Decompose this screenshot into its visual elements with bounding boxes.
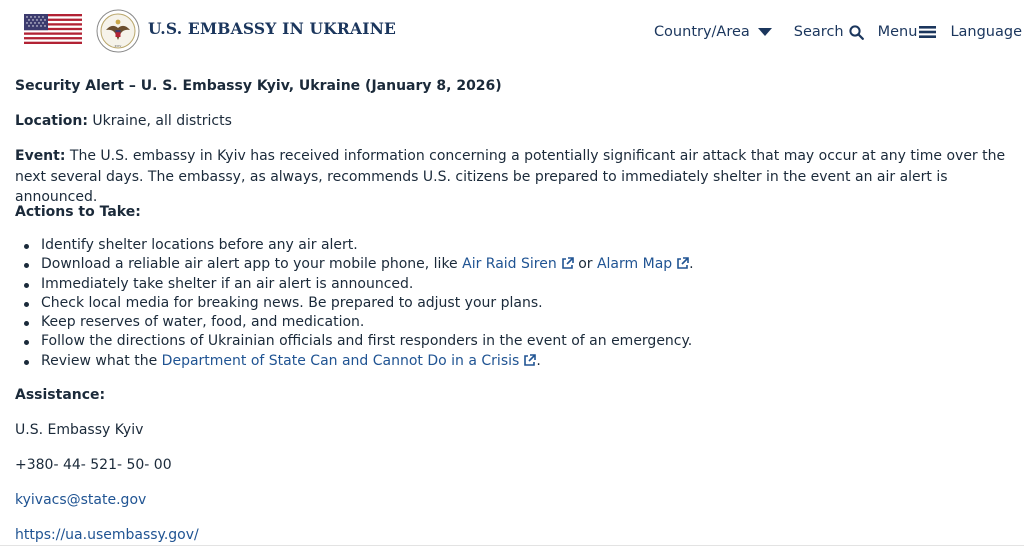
- site-header: [0, 0, 1024, 64]
- location-label: Location:: [15, 113, 88, 129]
- list-item: [15, 275, 1015, 294]
- hamburger-icon: [919, 25, 936, 39]
- event-paragraph: [15, 146, 1015, 208]
- action-text-end: .: [536, 352, 541, 369]
- action-text: Check local media for breaking news. Be prepared to adjust your plans.: [41, 294, 543, 311]
- alarm-map-link[interactable]: [597, 256, 689, 272]
- action-text: Immediately take shelter if an air alert is announced.: [41, 275, 414, 292]
- location-line: [15, 111, 1015, 132]
- external-link-icon: [676, 257, 689, 270]
- air-raid-siren-link[interactable]: [462, 256, 574, 272]
- location-value: Ukraine, all districts: [92, 113, 232, 129]
- language-label: Language: [950, 24, 1022, 40]
- list-item: [15, 332, 1015, 351]
- actions-list: [15, 236, 1015, 371]
- assistance-heading: Assistance:: [15, 387, 106, 403]
- caret-down-icon: [758, 27, 772, 37]
- event-text: The U.S. embassy in Kyiv has received information concerning a potentially significant air attack that may occur at any time over the next several days. The embassy, as always, recommends U.S. citizens be prepared to immediately shelter in the event an air alert is announced.: [15, 148, 1006, 205]
- action-text: Keep reserves of water, food, and medication.: [41, 314, 365, 331]
- action-text: Download a reliable air alert app to your mobile phone, like: [41, 256, 458, 273]
- external-link-icon: [523, 354, 536, 367]
- menu-button[interactable]: [878, 24, 937, 40]
- assistance-email-link[interactable]: kyivacs@state.gov: [15, 492, 147, 508]
- event-label: Event:: [15, 148, 66, 164]
- menu-label: Menu: [877, 24, 918, 40]
- list-item: [15, 294, 1015, 313]
- country-area-label: Country/Area: [653, 24, 750, 40]
- main-nav: [654, 22, 1022, 42]
- action-text: Follow the directions of Ukrainian officials and first responders in the event of an emergency.: [41, 333, 693, 350]
- air-raid-siren-link-text: Air Raid Siren: [462, 256, 557, 273]
- search-icon: [849, 25, 864, 40]
- country-area-dropdown[interactable]: [654, 24, 772, 40]
- list-item: [15, 313, 1015, 332]
- external-link-icon: [561, 257, 574, 270]
- actions-heading: Actions to Take:: [15, 204, 141, 220]
- list-item: [15, 352, 1015, 371]
- alarm-map-link-text: Alarm Map: [596, 256, 673, 273]
- us-flag-icon[interactable]: [24, 14, 82, 44]
- action-text-end: .: [689, 256, 694, 273]
- embassy-seal-icon[interactable]: [96, 9, 140, 53]
- alert-title: Security Alert – U. S. Embassy Kyiv, Ukraine (January 8, 2026): [15, 78, 502, 94]
- state-dept-crisis-link[interactable]: [162, 353, 537, 369]
- list-item: [15, 236, 1015, 255]
- action-text: Identify shelter locations before any air alert.: [41, 237, 358, 253]
- action-text-or: or: [578, 256, 593, 273]
- site-title[interactable]: U.S. EMBASSY IN UKRAINE: [148, 19, 397, 38]
- search-label: Search: [793, 24, 844, 40]
- state-dept-crisis-link-text: Department of State Can and Cannot Do in a Crisis: [161, 352, 520, 369]
- embassy-website-link[interactable]: https://ua.usembassy.gov/: [15, 527, 199, 543]
- action-text: Review what the: [41, 352, 158, 369]
- search-button[interactable]: [794, 24, 864, 40]
- assistance-phone: +380- 44- 521- 50- 00: [15, 457, 172, 473]
- svg-text:KYIV: KYIV: [114, 44, 122, 48]
- assistance-org: U.S. Embassy Kyiv: [15, 422, 144, 438]
- language-button[interactable]: [950, 24, 1022, 40]
- list-item: [15, 255, 1015, 274]
